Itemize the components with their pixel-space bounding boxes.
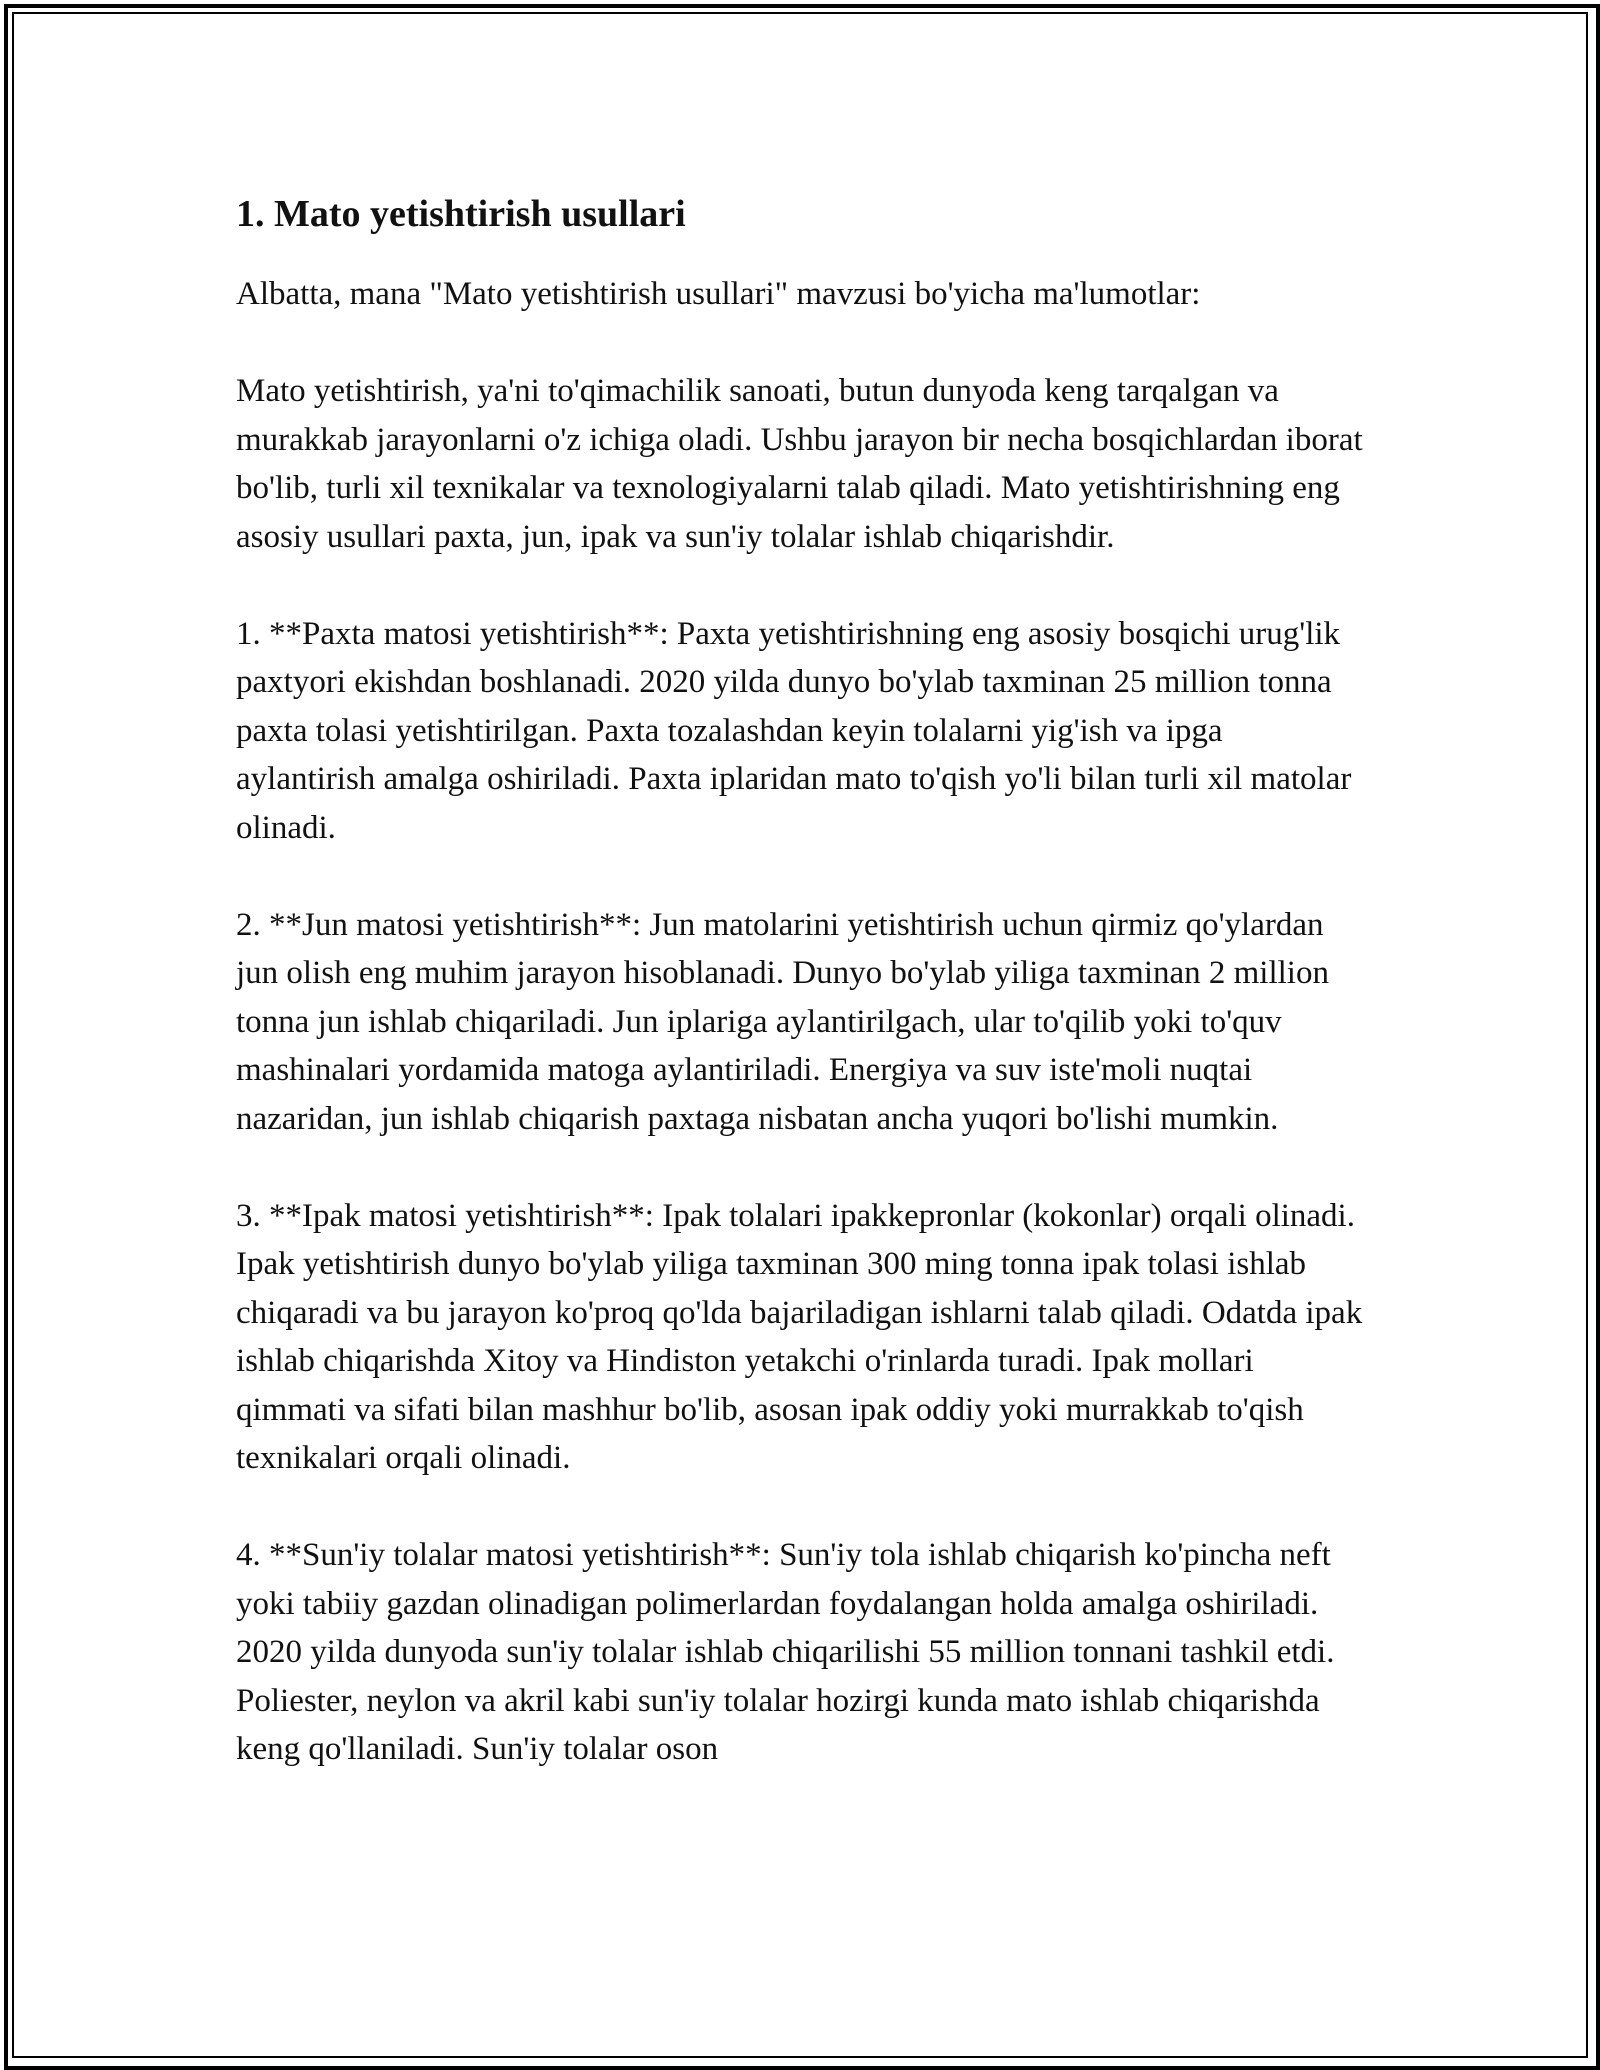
synthetic-paragraph: 4. **Sun'iy tolalar matosi yetishtirish**: Sun'iy tola ishlab chiqarish ko'pincha neft yoki tabiiy gazdan olinadigan polimerlardan foydalangan holda amalga oshiriladi. 2020 yilda dunyoda sun'iy tolalar ishlab chiqarilishi 55 million tonnani tashkil etdi. Poliester, neylon va akril kabi sun'iy tolalar hozirgi kunda mato ishlab chiqarishda keng qo'llaniladi. Sun'iy tolalar oson [236,1537,1335,1767]
overview-paragraph: Mato yetishtirish, ya'ni to'qimachilik sanoati, butun dunyoda keng tarqalgan va murakkab jarayonlarni o'z ichiga oladi. Ushbu jarayon bir necha bosqichlardan iborat bo'lib, turli xil texnikalar va texnologiyalarni talab qiladi. Mato yetishtirishning eng asosiy usullari paxta, jun, ipak va sun'iy tolalar ishlab chiqarishdir. [236,373,1363,555]
document-body [236,184,1366,1822]
document-title: 1. Mato yetishtirish usullari [236,193,686,235]
silk-paragraph: 3. **Ipak matosi yetishtirish**: Ipak tolalari ipakkepronlar (kokonlar) orqali olinadi. Ipak yetishtirish dunyo bo'ylab yiliga taxminan 300 ming tonna ipak tolasi ishlab chiqaradi va bu jarayon ko'proq qo'lda bajariladigan ishlarni talab qiladi. Odatda ipak ishlab chiqarishda Xitoy va Hindiston yetakchi o'rinlarda turadi. Ipak mollari qimmati va sifati bilan mashhur bo'lib, asosan ipak oddiy yoki murrakkab to'qish texnikalari orqali olinadi. [236,1197,1363,1476]
wool-paragraph: 2. **Jun matosi yetishtirish**: Jun matolarini yetishtirish uchun qirmiz qo'ylardan jun olish eng muhim jarayon hisoblanadi. Dunyo bo'ylab yiliga taxminan 2 million tonna jun ishlab chiqariladi. Jun iplariga aylantirilgach, ular to'qilib yoki to'quv mashinalari yordamida matoga aylantiriladi. Energiya va suv iste'moli nuqtai nazaridan, jun ishlab chiqarish paxtaga nisbatan ancha yuqori bo'lishi mumkin. [236,906,1329,1137]
cotton-paragraph: 1. **Paxta matosi yetishtirish**: Paxta yetishtirishning eng asosiy bosqichi urug'lik paxtyori ekishdan boshlanadi. 2020 yilda dunyo bo'ylab taxminan 25 million tonna paxta tolasi yetishtirilgan. Paxta tozalashdan keyin tolalarni yig'ish va ipga aylantirish amalga oshiriladi. Paxta iplaridan mato to'qish yo'li bilan turli xil matolar olinadi. [236,615,1352,846]
intro-paragraph: Albatta, mana "Mato yetishtirish usullari" mavzusi bo'yicha ma'lumotlar: [236,276,1201,312]
